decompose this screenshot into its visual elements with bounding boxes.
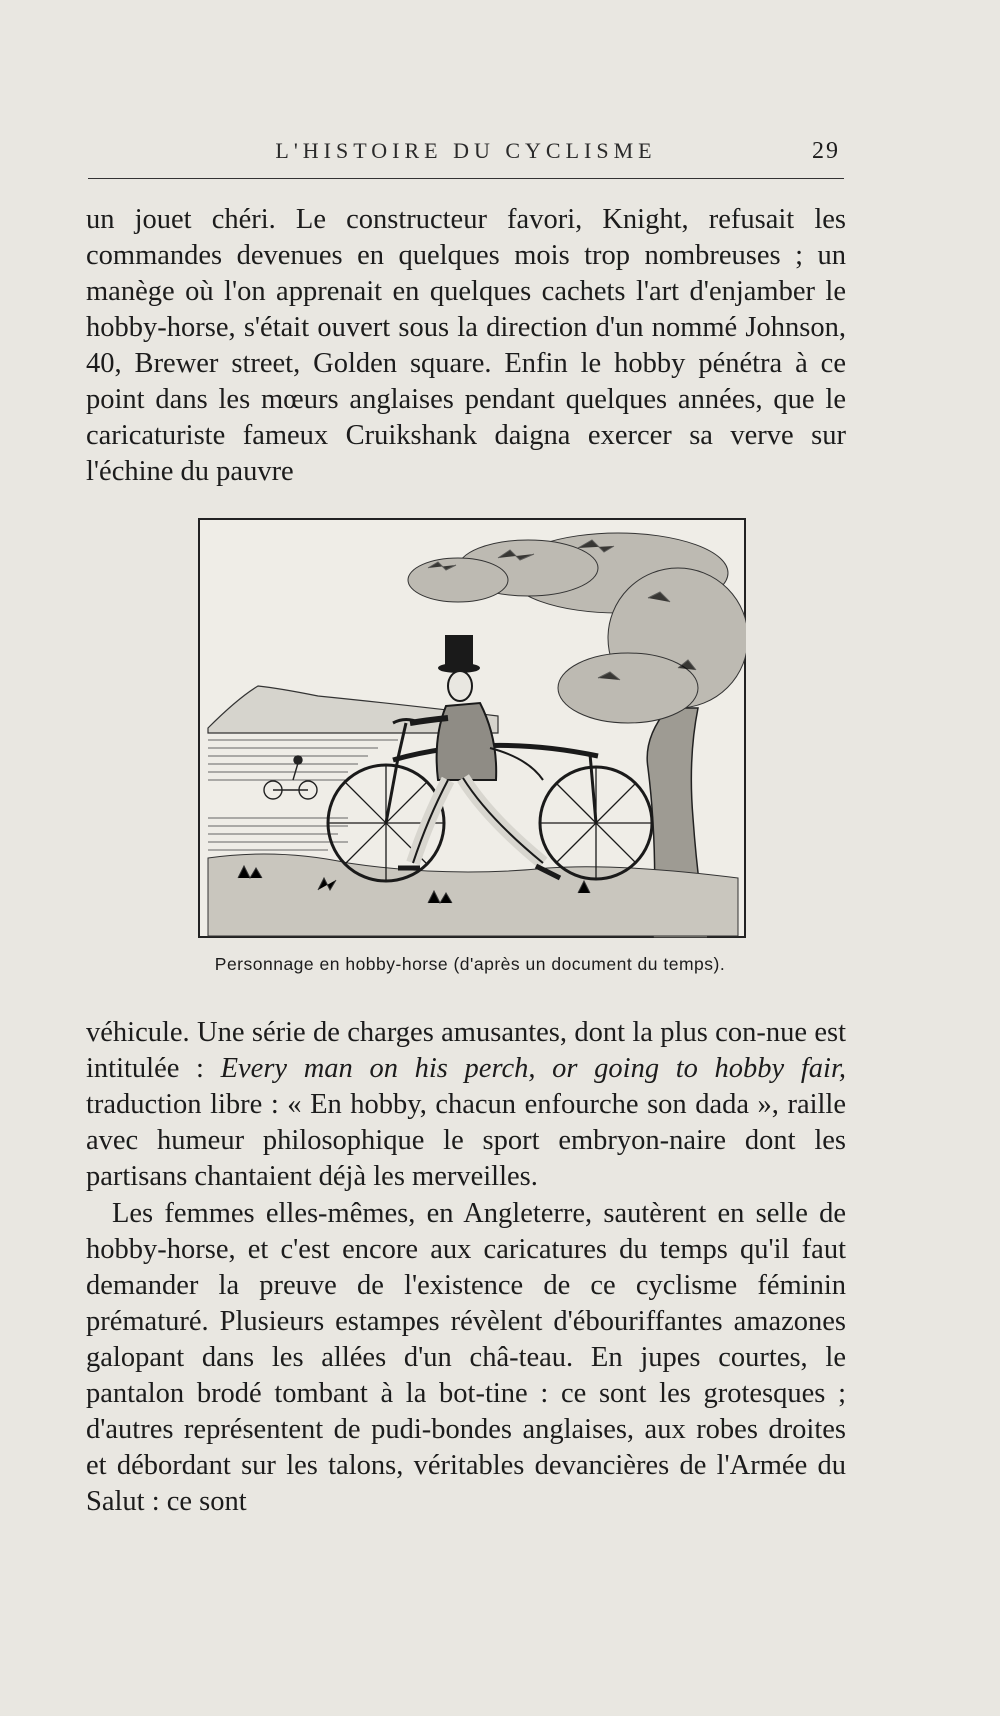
running-title: L'HISTOIRE DU CYCLISME — [275, 138, 657, 163]
header-rule — [88, 178, 844, 179]
paragraph-1: un jouet chéri. Le constructeur favori, Knight, refusait les commandes devenues en quelques mois trop nombreuses ; un manège où l'on apprenait en quelques cachets l'art d'enjamber le hobby-horse, s'était ouvert sous la direction d'un nommé Johnson, 40, Brewer street, Golden square. Enfin le hobby pénétra à ce point dans les mœurs anglaises pendant quelques années, que le caricaturiste fameux Cruikshank daigna exercer sa verve sur l'échine du pauvre — [86, 204, 846, 487]
figure-caption: Personnage en hobby-horse (d'après un document du temps). — [214, 954, 726, 974]
page-number: 29 — [812, 138, 840, 164]
paragraph-2-end: traduction libre : « En hobby, chacun enfourche son dada », raille avec humeur philosophique le sport embryon-naire dont les partisans chantaient déjà les merveilles. — [86, 1089, 846, 1192]
paragraph-3: Les femmes elles-mêmes, en Angleterre, sautèrent en selle de hobby-horse, et c'est encore aux caricatures du temps qu'il faut demander la preuve de l'existence de ce cyclisme féminin prématuré. Plusieurs estampes révèlent d'ébouriffantes amazones galopant dans les allées d'un châ-teau. En jupes courtes, le pantalon brodé tombant à la bot-tine : ce sont les grotesques ; d'autres représentent de pudi-bondes anglaises, aux robes droites et débordant sur les talons, véritables devancières de l'Armée du Salut : ce sont — [86, 1198, 846, 1517]
paragraph-2 — [86, 1015, 846, 1195]
paragraph-2-start: véhicule. Une série de charges amusantes, dont la plus con-nue est intitulée : — [86, 1017, 846, 1084]
hobby-horse-illustration — [198, 518, 746, 938]
page-header — [88, 136, 844, 172]
paragraph-2-title: Every man on his perch, or going to hobby fair, — [220, 1053, 846, 1084]
engraving-image — [198, 518, 746, 938]
